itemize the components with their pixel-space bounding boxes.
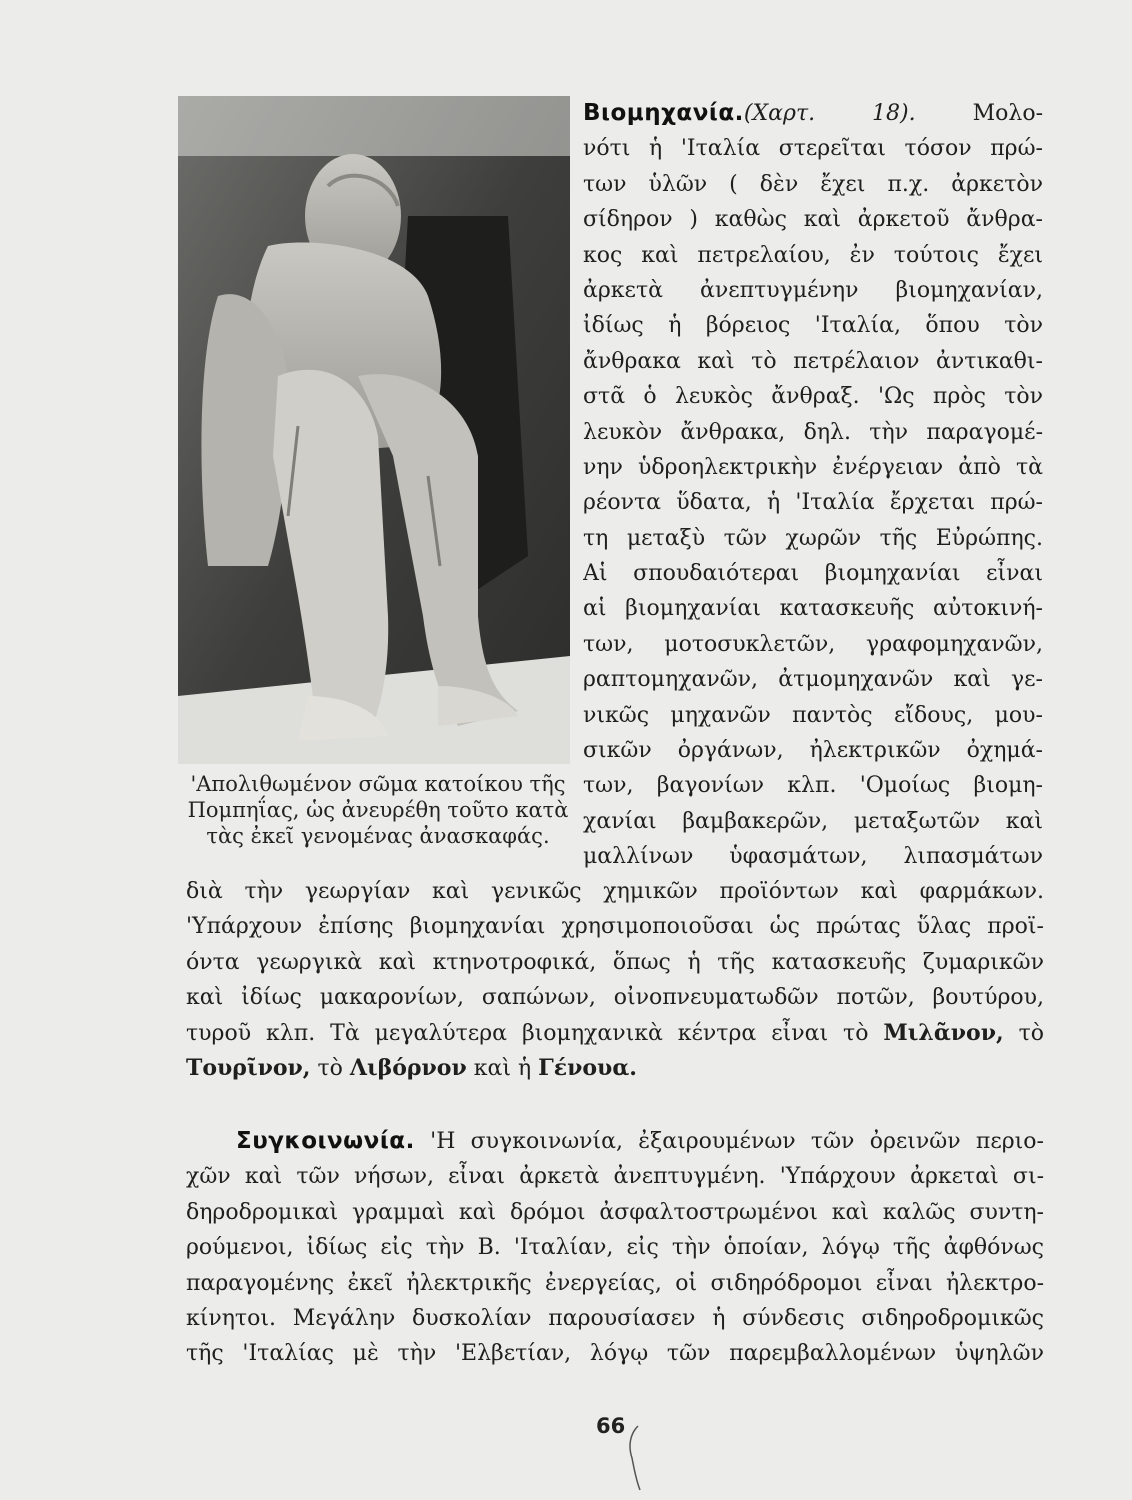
page-number: 66 [596,1414,626,1438]
city-milan: Μιλᾶνον, [883,1019,1004,1046]
text-line: των, βαγονίων κλπ. 'Ομοίως βιομη- [583,773,1043,799]
text-line: ἰδίως ἡ βόρειος 'Ιταλία, ὅπου τὸν [583,313,1043,339]
text-line: ρέοντα ὕδατα, ἡ 'Ιταλία ἔρχεται πρώ- [583,490,1043,516]
text-line: λευκὸν ἄνθρακα, δηλ. τὴν παραγομέ- [583,419,1043,445]
text-fragment: τὸ [1018,1020,1044,1046]
text-line-with-city [186,1016,1044,1051]
industry-first-line [583,96,1043,131]
text-fragment: καὶ ἡ [473,1055,532,1081]
communication-first-line [186,1124,1044,1159]
text-line: 'Υπάρχουν ἐπίσης βιομηχανίαι χρησιμοποιοῦσαι ὡς πρώτας ὕλας προϊ- [186,914,1044,940]
text-line: νότι ἡ 'Ιταλία στερεῖται τόσον πρώ- [583,136,1043,162]
text-line: σικῶν ὀργάνων, ἠλεκτρικῶν ὀχημά- [583,738,1043,764]
photo-illustration [178,96,570,764]
text-line: καὶ ἰδίως μακαρονίων, σαπώνων, οἰνοπνευματωδῶν ποτῶν, βουτύρου, [186,985,1044,1011]
text-line: κίνητοι. Μεγάλην δυσκολίαν παρουσίασεν ἡ σύνδεσις σιδηροδρομικῶς [186,1305,1044,1331]
text-line: χανίαι βαμβακερῶν, μεταξωτῶν καὶ [583,808,1043,834]
industry-continuation [186,874,1044,1086]
cities-line [186,1051,1044,1086]
text-line: αἱ βιομηχανίαι κατασκευῆς αὐτοκινή- [583,596,1043,622]
text-line: των ὑλῶν ( δὲν ἔχει π.χ. ἀρκετὸν [583,171,1043,197]
text-line: ραπτομηχανῶν, ἀτμομηχανῶν καὶ γε- [583,667,1043,693]
text-line: τη μεταξὺ τῶν χωρῶν τῆς Εὐρώπης. [583,525,1043,551]
text-line: ἀρκετὰ ἀνεπτυγμένην βιομηχανίαν, [583,277,1043,303]
city-turin: Τουρῖνον, [186,1054,311,1081]
text-fragment: τυροῦ κλπ. Τὰ μεγαλύτερα βιομηχανικὰ κέντρα εἶναι τὸ [186,1020,869,1046]
text-line: σίδηρον ) καθὼς καὶ ἀρκετοῦ ἄνθρα- [583,207,1043,233]
city-genoa: Γένουα. [538,1054,637,1081]
caption-line: Πομπηΐας, ὡς ἀνευρέθη τοῦτο κατὰ [187,798,569,822]
caption-line: τὰς ἐκεῖ γενομένας ἀνασκαφάς. [206,824,550,848]
caption-line: 'Απολιθωμένον σῶμα κατοίκου τῆς [190,772,566,796]
text-line: χῶν καὶ τῶν νήσων, εἶναι ἀρκετὰ ἀνεπτυγμένη. 'Υπάρχουν ἀρκεταὶ σι- [186,1164,1044,1190]
industry-column [583,96,1043,875]
text-line: Αἱ σπουδαιότεραι βιομηχανίαι εἶναι [583,561,1043,587]
pencil-mark-icon [620,1424,660,1494]
pompeii-cast-photo [178,96,570,764]
text-line: δηροδρομικαὶ γραμμαὶ καὶ δρόμοι ἀσφαλτοστρωμένοι καὶ καλῶς συντη- [186,1199,1044,1225]
text-fragment: 'Η συγκοινωνία, ἐξαιρουμένων τῶν ὀρεινῶν περιο- [430,1129,1044,1154]
industry-heading: Βιομηχανία. [583,100,744,126]
text-line: κος καὶ πετρελαίου, ἐν τούτοις ἔχει [583,242,1043,268]
photo-caption [180,771,576,849]
text-line: τῆς 'Ιταλίας μὲ τὴν 'Ελβετίαν, λόγῳ τῶν παρεμβαλλομένων ὑψηλῶν [186,1341,1044,1367]
map-reference: (Χαρτ. 18). [743,101,916,126]
text-line: παραγομένης ἐκεῖ ἠλεκτρικῆς ἐνεργείας, οἱ σιδηρόδρομοι εἶναι ἠλεκτρο- [186,1270,1044,1296]
text-line: όντα γεωργικὰ καὶ κτηνοτροφικά, ὅπως ἡ τῆς κατασκευῆς ζυμαρικῶν [186,949,1044,975]
text-line: νικῶς μηχανῶν παντὸς εἴδους, μου- [583,702,1043,728]
text-line: ρούμενοι, ἰδίως εἰς τὴν Β. 'Ιταλίαν, εἰς τὴν ὁποίαν, λόγῳ τῆς ἀφθόνως [186,1235,1044,1261]
text-line: νην ὑδροηλεκτρικὴν ἐνέργειαν ἀπὸ τὰ [583,454,1043,480]
text-line: των, μοτοσυκλετῶν, γραφομηχανῶν, [583,631,1043,657]
city-livorno: Λιβόρνον [349,1054,467,1081]
text-fragment: τὸ [317,1055,343,1081]
communication-heading: Συγκοινωνία. [236,1128,415,1154]
text-line: στᾶ ὁ λευκὸς ἄνθραξ. 'Ως πρὸς τὸν [583,384,1043,410]
text-line: ἄνθρακα καὶ τὸ πετρέλαιον ἀντικαθι- [583,348,1043,374]
text-line: διὰ τὴν γεωργίαν καὶ γενικῶς χημικῶν προϊόντων καὶ φαρμάκων. [186,879,1044,904]
text-line: μαλλίνων ὑφασμάτων, λιπασμάτων [583,844,1043,870]
communication-section [186,1124,1044,1372]
text-fragment: Μολο- [972,101,1043,126]
